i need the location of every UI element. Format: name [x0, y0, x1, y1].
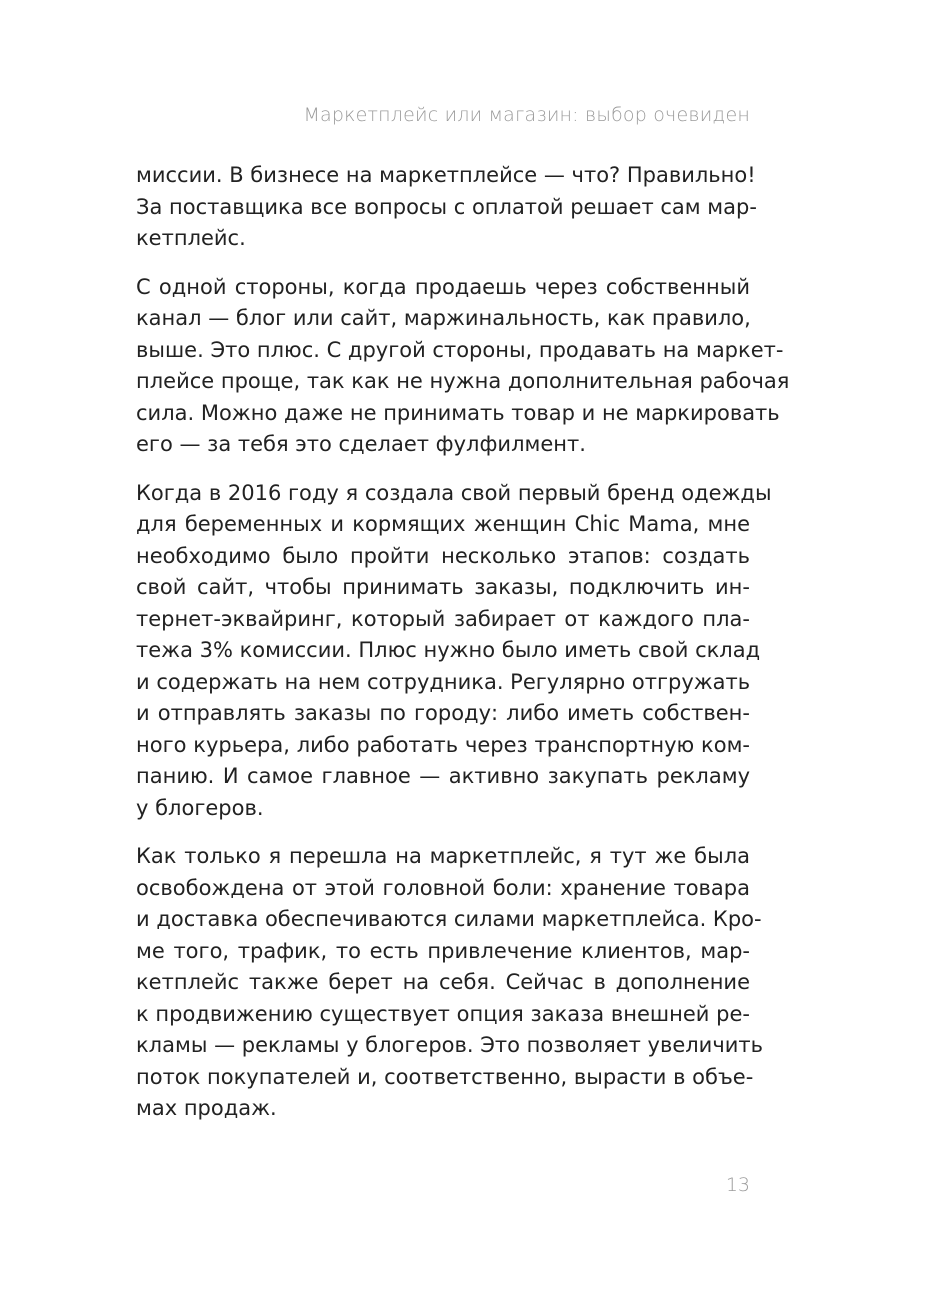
text-line: к продвижению существует опция заказа внешней ре-	[136, 1001, 750, 1026]
text-line: миссии. В бизнесе на маркетплейсе — что? Правильно!	[136, 163, 756, 187]
paragraph	[136, 160, 757, 255]
text-line: у блогеров.	[136, 795, 264, 820]
text-line: освобождена от этой головной боли: хранение товара	[136, 875, 750, 900]
text-line: тернет-эквайринг, который забирает от каждого пла-	[136, 606, 750, 631]
text-line: ного курьера, либо работать через транспортную ком-	[136, 732, 750, 757]
text-line: выше. Это плюс. С другой стороны, продавать на маркет-	[136, 337, 784, 362]
text-line: необходимо было пройти несколько этапов: создать	[136, 543, 750, 568]
paragraph	[136, 478, 772, 825]
text-line: мах продаж.	[136, 1096, 277, 1120]
text-line: поток покупателей и, соответственно, вырасти в объе-	[136, 1064, 754, 1089]
page-number: 13	[725, 1174, 750, 1196]
text-line: ме того, трафик, то есть привлечение клиентов, мар-	[136, 938, 750, 963]
text-line: кетплейс.	[136, 226, 246, 250]
running-header: Маркетплейс или магазин: выбор очевиден	[303, 104, 750, 126]
text-line: и отправлять заказы по городу: либо иметь собствен-	[136, 701, 750, 725]
text-line: свой сайт, чтобы принимать заказы, подключить ин-	[136, 575, 750, 599]
text-line: и доставка обеспечиваются силами маркетплейса. Кро-	[136, 907, 762, 931]
text-line: сила. Можно даже не принимать товар и не маркировать	[136, 400, 780, 425]
text-line: его — за тебя это сделает фулфилмент.	[136, 432, 586, 456]
text-line: канал — блог или сайт, маржинальность, как правило,	[136, 306, 751, 330]
text-line: За поставщика все вопросы с оплатой решает сам мар-	[136, 194, 757, 219]
text-line: плейсе проще, так как не нужна дополнительная рабочая	[136, 369, 790, 393]
text-line: кламы — рекламы у блогеров. Это позволяет увеличить	[136, 1033, 763, 1057]
body-text	[136, 160, 790, 1125]
text-line: С одной стороны, когда продаешь через собственный	[136, 274, 750, 299]
paragraph	[136, 272, 790, 461]
paragraph	[136, 841, 763, 1125]
text-line: кетплейс также берет на себя. Сейчас в дополнение	[136, 970, 750, 994]
text-line: для беременных и кормящих женщин Chic Mama, мне	[136, 512, 750, 536]
text-line: и содержать на нем сотрудника. Регулярно отгружать	[136, 669, 751, 694]
text-line: панию. И самое главное — активно закупать рекламу	[136, 764, 750, 788]
text-line: тежа 3% комиссии. Плюс нужно было иметь свой склад	[136, 638, 761, 662]
text-line: Когда в 2016 году я создала свой первый бренд одежды	[136, 480, 772, 505]
text-line: Как только я перешла на маркетплейс, я тут же была	[136, 844, 750, 868]
